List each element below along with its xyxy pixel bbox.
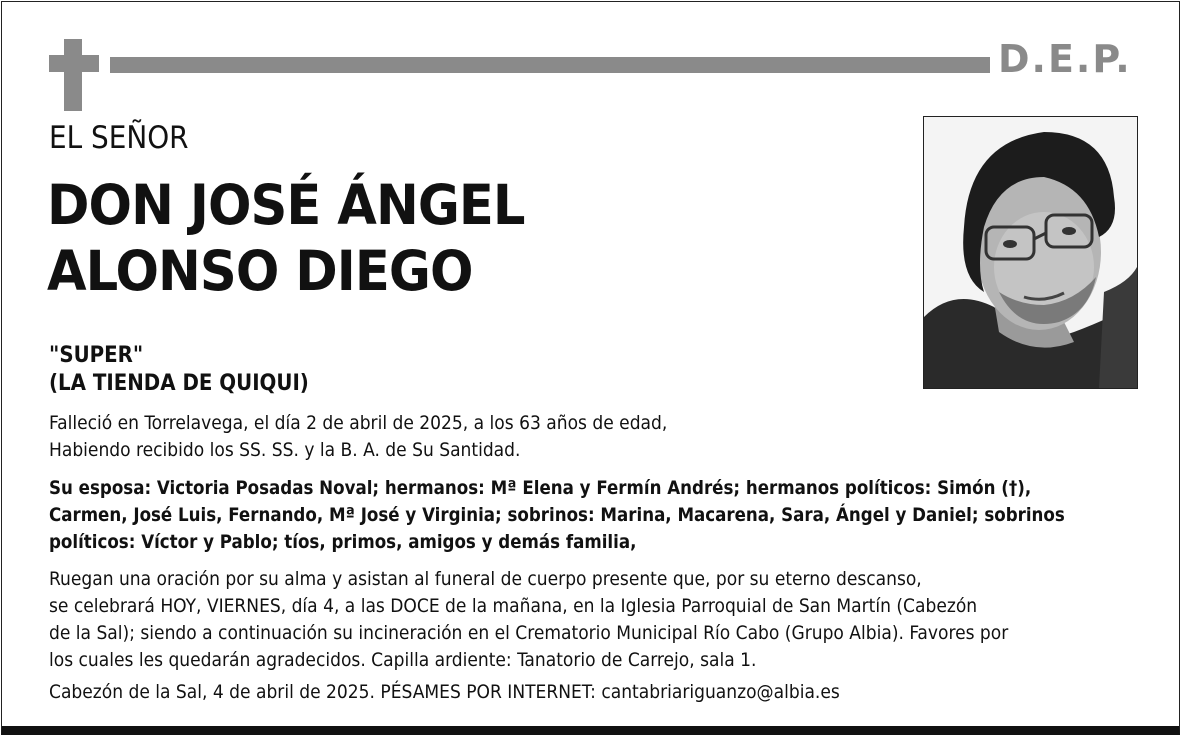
alias-line: (LA TIENDA DE QUIQUI) xyxy=(49,371,309,396)
nickname xyxy=(49,342,309,398)
funeral-details xyxy=(49,566,1008,674)
text-line: Ruegan una oración por su alma y asistan al funeral de cuerpo presente que, por su eterno descanso, xyxy=(49,568,922,590)
text-line: Habiendo recibido los SS. SS. y la B. A. de Su Santidad. xyxy=(49,439,521,461)
text-line: los cuales les quedarán agradecidos. Capilla ardiente: Tanatorio de Carrejo, sala 1. xyxy=(49,649,757,671)
text-line: se celebrará HOY, VIERNES, día 4, a las DOCE de la mañana, en la Iglesia Parroquial de San Martín (Cabezón xyxy=(49,595,978,617)
name-line: DON JOSÉ ÁNGEL xyxy=(47,173,525,237)
obituary-notice xyxy=(1,1,1180,735)
name-line: ALONSO DIEGO xyxy=(47,239,473,303)
text-line: Su esposa: Victoria Posadas Noval; hermanos: Mª Elena y Fermín Andrés; hermanos políticos: Simón (†), xyxy=(49,477,1032,499)
deceased-name xyxy=(47,172,525,304)
text-line: políticos: Víctor y Pablo; tíos, primos, amigos y demás familia, xyxy=(49,531,637,553)
portrait-photo xyxy=(923,116,1138,389)
text-line: de la Sal); siendo a continuación su incineración en el Crematorio Municipal Río Cabo (Grupo Albia). Favores por xyxy=(49,622,1009,644)
title-prefix: EL SEÑOR xyxy=(49,120,189,156)
text-line: Falleció en Torrelavega, el día 2 de abril de 2025, a los 63 años de edad, xyxy=(49,412,668,434)
footer-line: Cabezón de la Sal, 4 de abril de 2025. PÉSAMES POR INTERNET: cantabriariguanzo@albia.es xyxy=(49,681,840,703)
header-rule xyxy=(110,57,990,73)
family-list xyxy=(49,475,1065,556)
text-line: Carmen, José Luis, Fernando, Mª José y Virginia; sobrinos: Marina, Macarena, Sara, Ángel y Daniel; sobrinos xyxy=(49,504,1065,526)
death-notice xyxy=(49,410,667,464)
dep-heading: D.E.P. xyxy=(998,37,1132,81)
portrait-image xyxy=(924,117,1137,388)
alias-line: "SUPER" xyxy=(49,343,144,368)
